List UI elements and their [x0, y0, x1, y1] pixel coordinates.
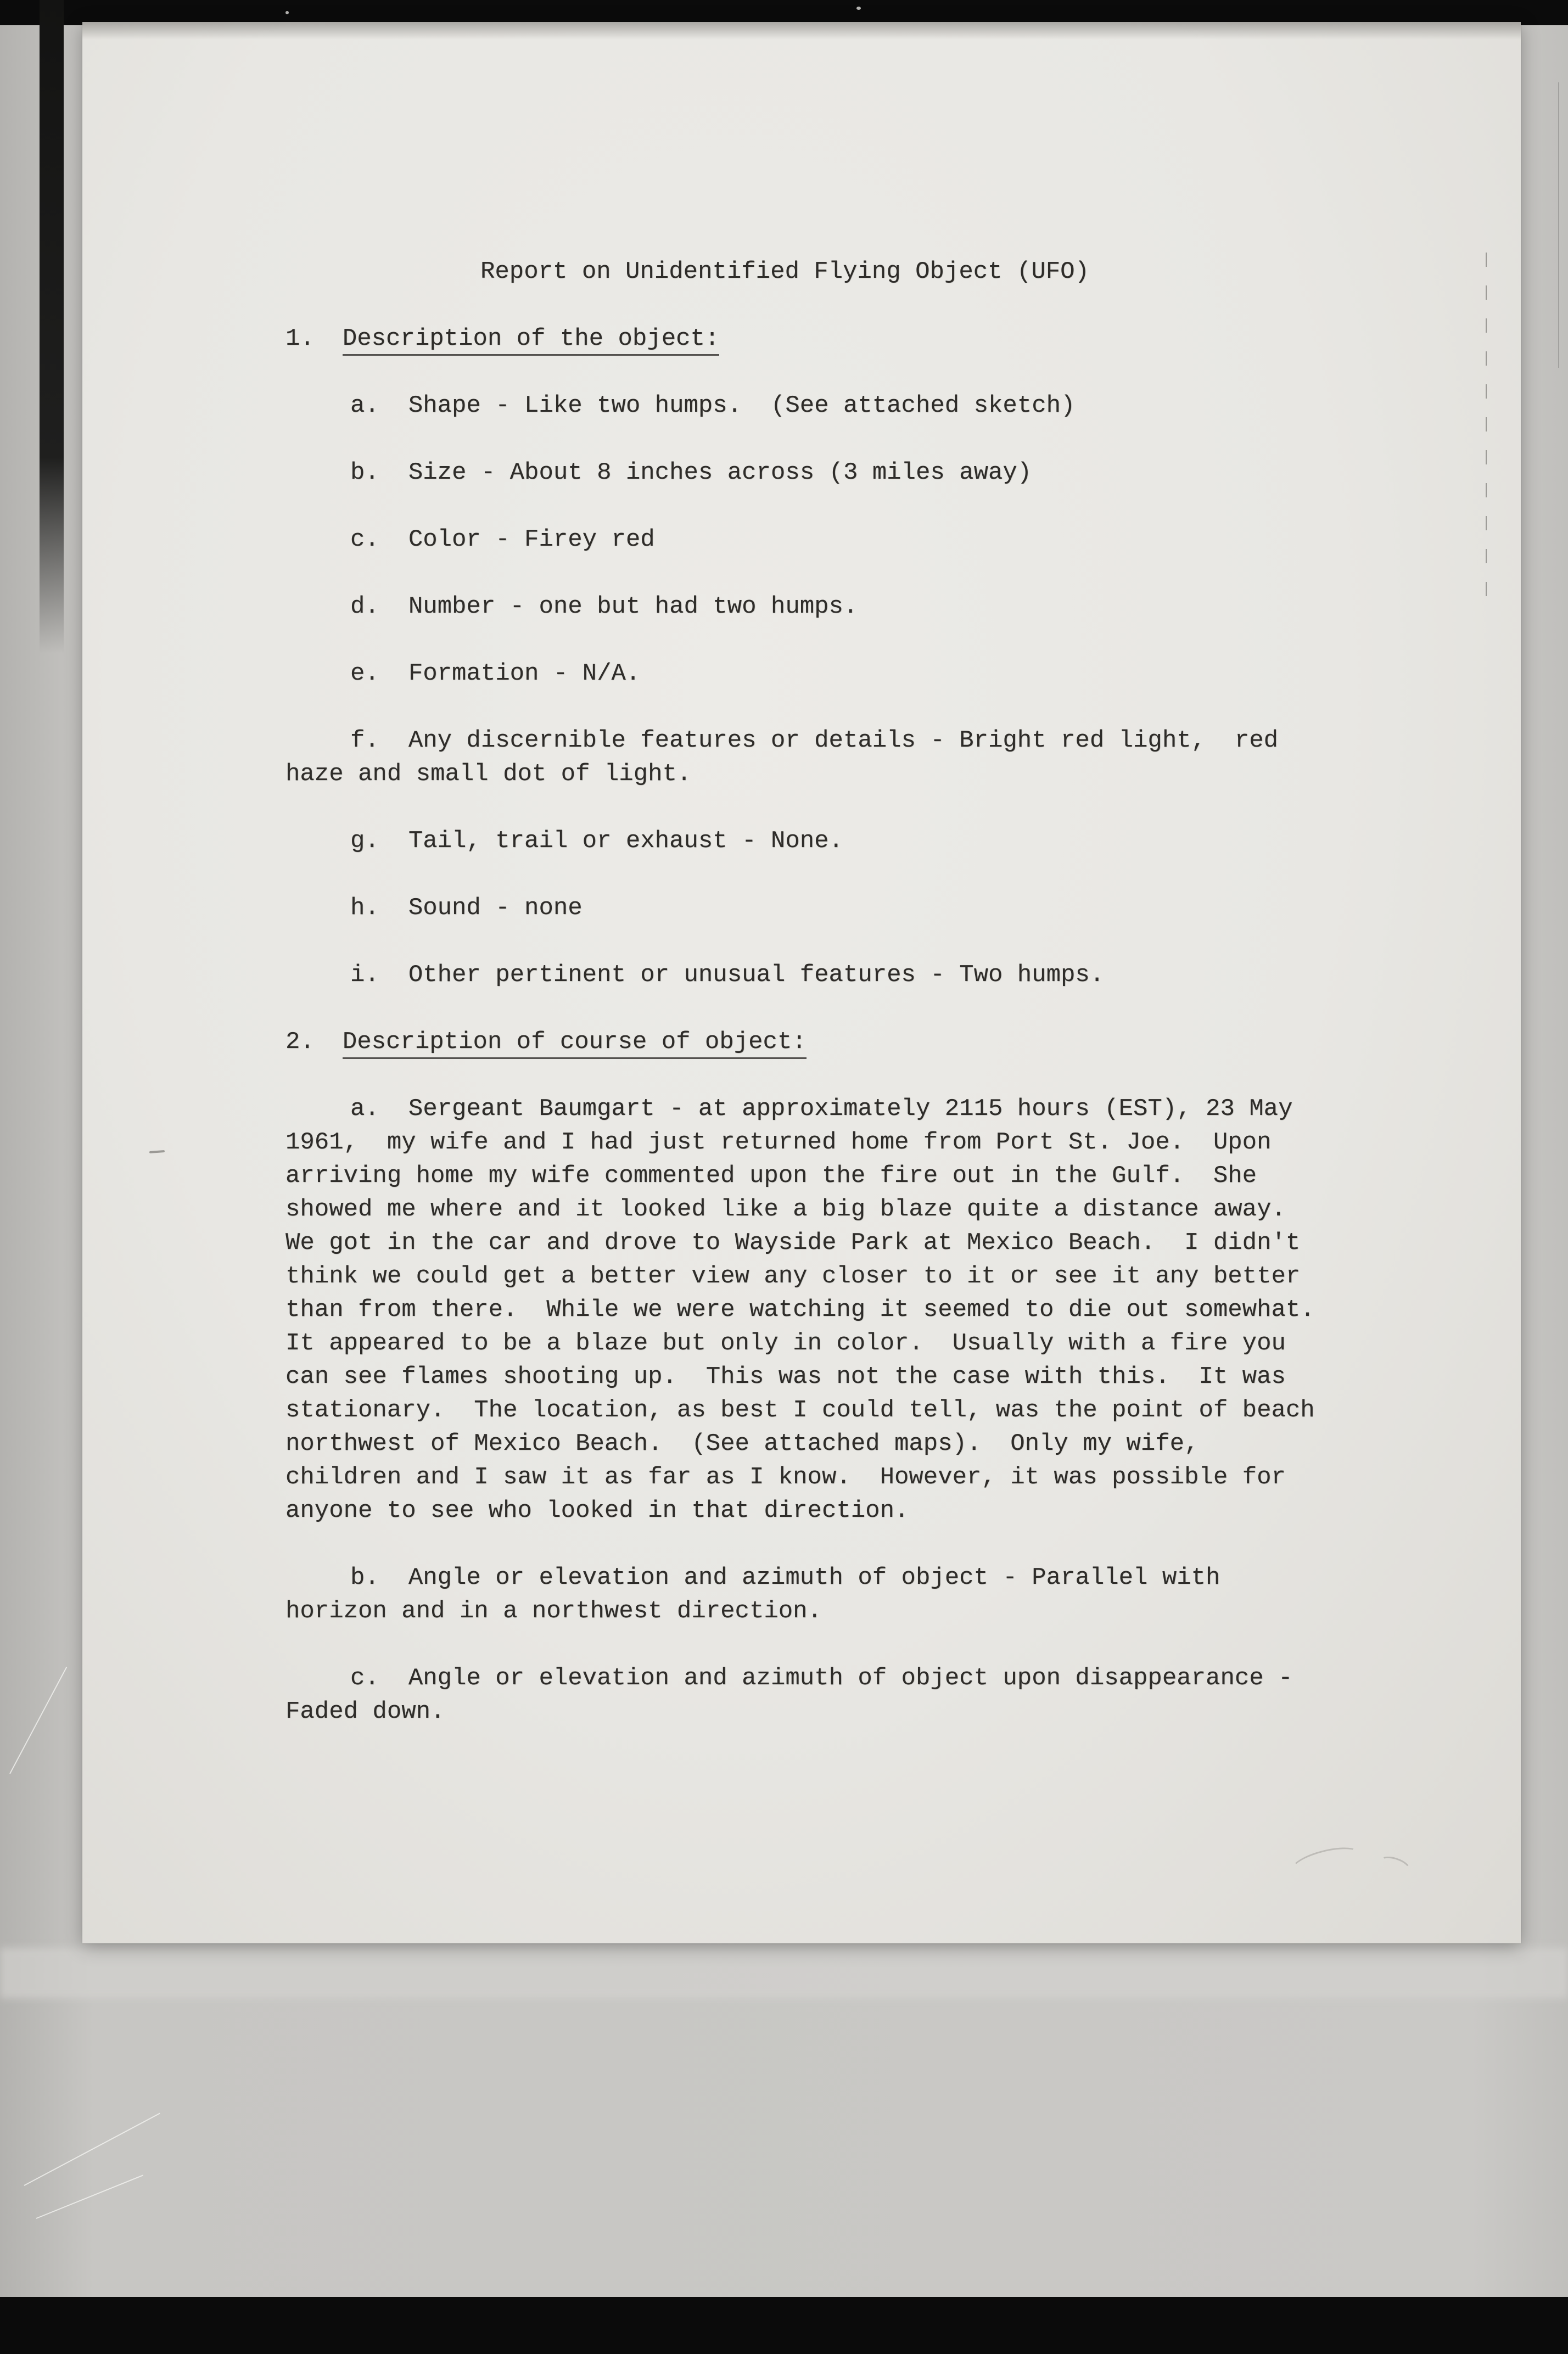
dust-speck [856, 7, 861, 10]
item-label: a. [350, 392, 379, 419]
section-1-heading-text: Description of the object: [343, 325, 720, 356]
report-item-1c [285, 523, 1318, 557]
film-edge-scratch [1558, 82, 1559, 368]
item-text: Other pertinent or unusual features - Two humps. [408, 961, 1105, 989]
item-text: Shape - Like two humps. (See attached sketch) [408, 392, 1076, 419]
report-item-1b [285, 456, 1318, 490]
film-edge-strip [40, 0, 64, 653]
document-content [82, 22, 1521, 1943]
item-label: b. [350, 1564, 379, 1591]
item-label: c. [350, 1664, 379, 1692]
platen-light-band [0, 1948, 1568, 1998]
item-text: Formation - N/A. [408, 660, 641, 687]
item-label: i. [350, 961, 379, 989]
document-title: Report on Unidentified Flying Object (UFO) [480, 258, 1089, 285]
item-label: b. [350, 459, 379, 486]
scratch-mark [1486, 253, 1487, 609]
item-text: Tail, trail or exhaust - None. [408, 827, 843, 855]
item-text: Sound - none [408, 894, 583, 922]
item-label: c. [350, 526, 379, 553]
report-item-1i [285, 959, 1318, 992]
report-item-1d [285, 590, 1318, 624]
item-text: Sergeant Baumgart - at approximately 2115 hours (EST), 23 May 1961, my wife and I had just returned home from Port St. Joe. Upon arriving home my wife commented upon the fire out in the Gulf. She showed me where and it looked like a big blaze quite a distance away. We got in the car and drove to Wayside Park at Mexico Beach. I didn't think we could get a better view any closer to it or see it any better than from there. While we were watching it seemed to die out somewhat. It appeared to be a blaze but only in color. Usually with a fire you can see flames shooting up. This was not the case with this. It was stationary. The location, as best I could tell, was the point of beach northwest of Mexico Beach. (See attached maps). Only my wife, children and I saw it as far as I know. However, it was possible for anyone to see who looked in that direction. [285, 1095, 1344, 1525]
dust-speck [285, 11, 289, 14]
item-text: Size - About 8 inches across (3 miles away) [408, 459, 1032, 486]
section-1-heading [285, 322, 1318, 356]
film-scratch [36, 2174, 143, 2219]
item-label: h. [350, 894, 379, 922]
item-text: Angle or elevation and azimuth of object upon disappearance - Faded down. [285, 1664, 1307, 1725]
item-text: Angle or elevation and azimuth of object - Parallel with horizon and in a northwest direction. [285, 1564, 1235, 1625]
report-item-1h [285, 892, 1318, 925]
film-bottom-bar [0, 2297, 1568, 2354]
item-label: g. [350, 827, 379, 855]
item-label: a. [350, 1095, 379, 1123]
item-label: e. [350, 660, 379, 687]
section-2-heading [285, 1025, 1318, 1059]
report-item-1e [285, 657, 1318, 691]
item-text: Number - one but had two humps. [408, 593, 858, 620]
film-scratch [24, 2113, 160, 2186]
section-1-number: 1. [285, 325, 315, 352]
report-item-1a [285, 389, 1318, 423]
section-2-number: 2. [285, 1028, 315, 1056]
report-item-2c [285, 1662, 1318, 1729]
item-label: d. [350, 593, 379, 620]
section-2-heading-text: Description of course of object: [343, 1028, 807, 1059]
report-item-2a [285, 1092, 1344, 1528]
item-text: Color - Firey red [408, 526, 655, 553]
film-scratch [9, 1667, 67, 1774]
document-page [82, 22, 1521, 1943]
item-label: f. [350, 727, 379, 754]
report-item-1g [285, 825, 1318, 858]
report-item-1f [285, 724, 1318, 791]
report-item-2b [285, 1561, 1318, 1628]
item-text: Any discernible features or details - Bright red light, red haze and small dot of light. [285, 727, 1293, 788]
